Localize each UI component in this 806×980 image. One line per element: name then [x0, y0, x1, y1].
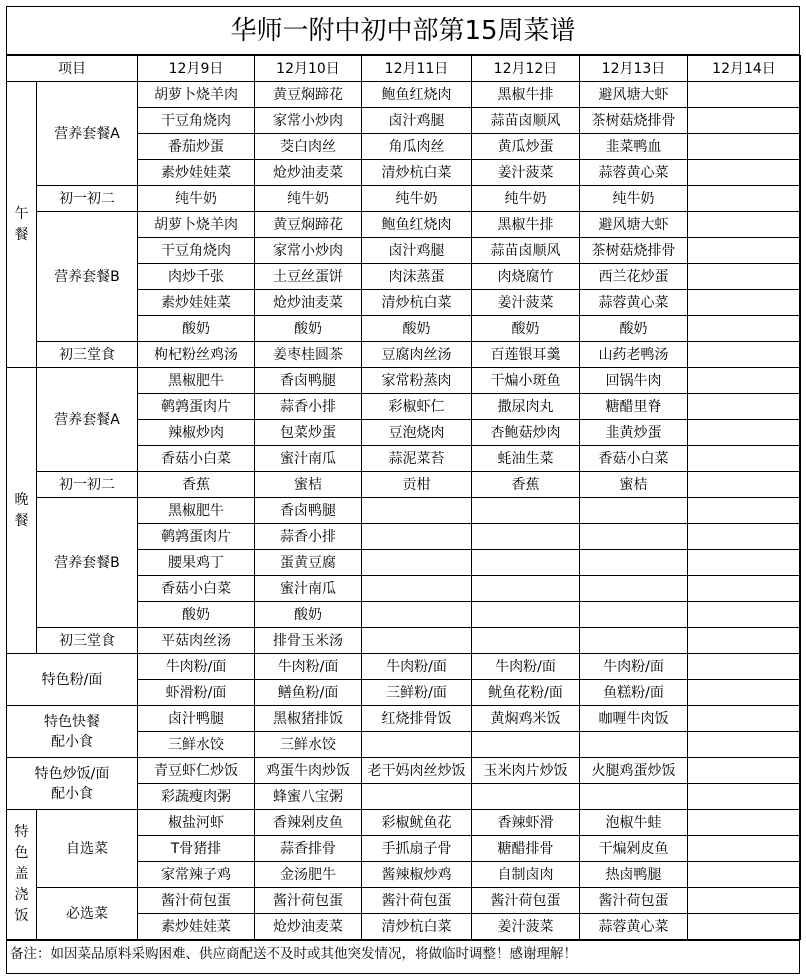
- group-label: 初一初二: [37, 472, 138, 498]
- empty-cell: [472, 498, 580, 524]
- date-header: 12月12日: [472, 56, 580, 82]
- dish-cell: 纯牛奶: [362, 186, 472, 212]
- dish-cell: 香辣剁皮鱼: [255, 810, 362, 836]
- menu-row: [7, 628, 801, 654]
- dish-cell: 三鲜水饺: [138, 732, 255, 758]
- empty-cell: [688, 160, 801, 186]
- group-label: 营养套餐A: [37, 82, 138, 186]
- dish-cell: 贡柑: [362, 472, 472, 498]
- dish-cell: 素炒娃娃菜: [138, 160, 255, 186]
- special-label: 特色快餐 配小食: [7, 706, 138, 758]
- meal-label: 午 餐: [7, 82, 37, 368]
- dish-cell: 蒜苗卤顺风: [472, 108, 580, 134]
- dish-cell: 黑椒牛排: [472, 82, 580, 108]
- dish-cell: 炝炒油麦菜: [255, 914, 362, 940]
- dish-cell: 蜂蜜八宝粥: [255, 784, 362, 810]
- empty-cell: [580, 550, 688, 576]
- dish-cell: 蚝油生菜: [472, 446, 580, 472]
- dish-cell: 平菇肉丝汤: [138, 628, 255, 654]
- header-row: [7, 56, 801, 82]
- empty-cell: [580, 732, 688, 758]
- dish-cell: 酸奶: [255, 316, 362, 342]
- dish-cell: 回锅牛肉: [580, 368, 688, 394]
- dish-cell: 姜枣桂圆茶: [255, 342, 362, 368]
- dish-cell: 茭白肉丝: [255, 134, 362, 160]
- dish-cell: 肉沫蒸蛋: [362, 264, 472, 290]
- group-label: 营养套餐B: [37, 498, 138, 628]
- dish-cell: 老干妈肉丝炒饭: [362, 758, 472, 784]
- dish-cell: 鹌鹑蛋肉片: [138, 524, 255, 550]
- group-label: 初三堂食: [37, 342, 138, 368]
- date-header: 12月11日: [362, 56, 472, 82]
- empty-cell: [472, 732, 580, 758]
- dish-cell: 豆腐肉丝汤: [362, 342, 472, 368]
- dish-cell: 辣椒炒肉: [138, 420, 255, 446]
- dish-cell: 番茄炒蛋: [138, 134, 255, 160]
- dish-cell: 金汤肥牛: [255, 862, 362, 888]
- special-row: [7, 654, 801, 680]
- dish-cell: 香辣虾滑: [472, 810, 580, 836]
- dish-cell: 杏鲍菇炒肉: [472, 420, 580, 446]
- empty-cell: [580, 524, 688, 550]
- empty-cell: [688, 706, 801, 732]
- header-item: 项目: [7, 56, 138, 82]
- dish-cell: 清炒杭白菜: [362, 160, 472, 186]
- empty-cell: [688, 394, 801, 420]
- dish-cell: 蒜香排骨: [255, 836, 362, 862]
- empty-cell: [362, 498, 472, 524]
- date-header: 12月13日: [580, 56, 688, 82]
- menu-row: [7, 472, 801, 498]
- dish-cell: 黑椒牛排: [472, 212, 580, 238]
- menu-row: [7, 212, 801, 238]
- rice-section-label: 特 色 盖 浇 饭: [7, 810, 37, 940]
- page-title: 华师一附中初中部第15周菜谱: [7, 7, 799, 55]
- dish-cell: 韭黄炒蛋: [580, 420, 688, 446]
- dish-cell: 茶树菇烧排骨: [580, 238, 688, 264]
- empty-cell: [688, 680, 801, 706]
- empty-cell: [362, 524, 472, 550]
- empty-cell: [362, 576, 472, 602]
- empty-cell: [362, 784, 472, 810]
- dish-cell: 蒜泥菜苔: [362, 446, 472, 472]
- dish-cell: 鳝鱼粉/面: [255, 680, 362, 706]
- empty-cell: [688, 290, 801, 316]
- dish-cell: 椒盐河虾: [138, 810, 255, 836]
- empty-cell: [688, 316, 801, 342]
- empty-cell: [688, 472, 801, 498]
- dish-cell: 三鲜水饺: [255, 732, 362, 758]
- dish-cell: 清炒杭白菜: [362, 914, 472, 940]
- dish-cell: 肉烧腐竹: [472, 264, 580, 290]
- dish-cell: 香菇小白菜: [138, 446, 255, 472]
- dish-cell: 香卤鸭腿: [255, 498, 362, 524]
- dish-cell: 糖醋排骨: [472, 836, 580, 862]
- dish-cell: 香菇小白菜: [580, 446, 688, 472]
- special-label: 特色炒饭/面 配小食: [7, 758, 138, 810]
- empty-cell: [688, 732, 801, 758]
- dish-cell: 姜汁菠菜: [472, 160, 580, 186]
- dish-cell: 虾滑粉/面: [138, 680, 255, 706]
- empty-cell: [688, 134, 801, 160]
- dish-cell: 家常辣子鸡: [138, 862, 255, 888]
- empty-cell: [688, 186, 801, 212]
- dish-cell: 枸杞粉丝鸡汤: [138, 342, 255, 368]
- empty-cell: [688, 628, 801, 654]
- dish-cell: 鸡蛋牛肉炒饭: [255, 758, 362, 784]
- empty-cell: [688, 238, 801, 264]
- empty-cell: [688, 212, 801, 238]
- dish-cell: 自制卤肉: [472, 862, 580, 888]
- dish-cell: 蜜汁南瓜: [255, 576, 362, 602]
- dish-cell: 素炒娃娃菜: [138, 290, 255, 316]
- dish-cell: 酸奶: [138, 602, 255, 628]
- empty-cell: [472, 524, 580, 550]
- empty-cell: [688, 82, 801, 108]
- empty-cell: [362, 550, 472, 576]
- dish-cell: 韭菜鸭血: [580, 134, 688, 160]
- dish-cell: 山药老鸭汤: [580, 342, 688, 368]
- dish-cell: 三鲜粉/面: [362, 680, 472, 706]
- dish-cell: 香蕉: [472, 472, 580, 498]
- dish-cell: 清炒杭白菜: [362, 290, 472, 316]
- empty-cell: [688, 498, 801, 524]
- empty-cell: [688, 368, 801, 394]
- dish-cell: 黑椒猪排饭: [255, 706, 362, 732]
- empty-cell: [472, 602, 580, 628]
- special-row: [7, 706, 801, 732]
- dish-cell: 胡萝卜烧羊肉: [138, 212, 255, 238]
- empty-cell: [580, 576, 688, 602]
- dish-cell: 蒜蓉黄心菜: [580, 290, 688, 316]
- dish-cell: 玉米肉片炒饭: [472, 758, 580, 784]
- dish-cell: 彩椒虾仁: [362, 394, 472, 420]
- dish-cell: 酱汁荷包蛋: [580, 888, 688, 914]
- empty-cell: [472, 784, 580, 810]
- empty-cell: [472, 576, 580, 602]
- rice-row: [7, 888, 801, 914]
- date-header: 12月10日: [255, 56, 362, 82]
- empty-cell: [688, 602, 801, 628]
- dish-cell: 蒜蓉黄心菜: [580, 160, 688, 186]
- dish-cell: 土豆丝蛋饼: [255, 264, 362, 290]
- dish-cell: 纯牛奶: [255, 186, 362, 212]
- dish-cell: 糖醋里脊: [580, 394, 688, 420]
- dish-cell: 牛肉粉/面: [362, 654, 472, 680]
- dish-cell: 酱汁荷包蛋: [472, 888, 580, 914]
- dish-cell: 角瓜肉丝: [362, 134, 472, 160]
- dish-cell: 酱汁荷包蛋: [138, 888, 255, 914]
- date-header: 12月14日: [688, 56, 801, 82]
- empty-cell: [688, 576, 801, 602]
- group-label: 初三堂食: [37, 628, 138, 654]
- dish-cell: 鲍鱼红烧肉: [362, 212, 472, 238]
- empty-cell: [580, 784, 688, 810]
- dish-cell: 黄瓜炒蛋: [472, 134, 580, 160]
- dish-cell: 香卤鸭腿: [255, 368, 362, 394]
- dish-cell: 牛肉粉/面: [138, 654, 255, 680]
- dish-cell: 干煸小斑鱼: [472, 368, 580, 394]
- menu-row: [7, 82, 801, 108]
- empty-cell: [580, 602, 688, 628]
- dish-cell: 酸奶: [580, 316, 688, 342]
- dish-cell: 蒜香小排: [255, 524, 362, 550]
- dish-cell: 咖喱牛肉饭: [580, 706, 688, 732]
- dish-cell: 鱿鱼花粉/面: [472, 680, 580, 706]
- dish-cell: 素炒娃娃菜: [138, 914, 255, 940]
- dish-cell: 茶树菇烧排骨: [580, 108, 688, 134]
- dish-cell: 黄焖鸡米饭: [472, 706, 580, 732]
- dish-cell: T骨猪排: [138, 836, 255, 862]
- dish-cell: 姜汁菠菜: [472, 914, 580, 940]
- dish-cell: 干豆角烧肉: [138, 238, 255, 264]
- dish-cell: 蛋黄豆腐: [255, 550, 362, 576]
- menu-row: [7, 342, 801, 368]
- empty-cell: [362, 628, 472, 654]
- empty-cell: [688, 758, 801, 784]
- empty-cell: [688, 836, 801, 862]
- footnote: 备注：如因菜品原料采购困难、供应商配送不及时或其他突发情况，将做临时调整！感谢理解！: [7, 940, 799, 967]
- empty-cell: [362, 732, 472, 758]
- dish-cell: 牛肉粉/面: [472, 654, 580, 680]
- empty-cell: [688, 914, 801, 940]
- empty-cell: [688, 342, 801, 368]
- dish-cell: 卤汁鸭腿: [138, 706, 255, 732]
- dish-cell: 卤汁鸡腿: [362, 108, 472, 134]
- dish-cell: 火腿鸡蛋炒饭: [580, 758, 688, 784]
- empty-cell: [688, 446, 801, 472]
- empty-cell: [688, 888, 801, 914]
- dish-cell: 肉炒千张: [138, 264, 255, 290]
- empty-cell: [688, 862, 801, 888]
- empty-cell: [580, 498, 688, 524]
- dish-cell: 手抓扇子骨: [362, 836, 472, 862]
- empty-cell: [362, 602, 472, 628]
- special-label: 特色粉/面: [7, 654, 138, 706]
- dish-cell: 百莲银耳羹: [472, 342, 580, 368]
- meal-label: 晚 餐: [7, 368, 37, 654]
- dish-cell: 炝炒油麦菜: [255, 290, 362, 316]
- dish-cell: 炝炒油麦菜: [255, 160, 362, 186]
- empty-cell: [688, 524, 801, 550]
- menu-row: [7, 186, 801, 212]
- dish-cell: 干煸剁皮鱼: [580, 836, 688, 862]
- dish-cell: 黄豆焖蹄花: [255, 212, 362, 238]
- dish-cell: 鲍鱼红烧肉: [362, 82, 472, 108]
- menu-row: [7, 498, 801, 524]
- dish-cell: 家常粉蒸肉: [362, 368, 472, 394]
- empty-cell: [472, 550, 580, 576]
- dish-cell: 避风塘大虾: [580, 212, 688, 238]
- dish-cell: 酸奶: [472, 316, 580, 342]
- dish-cell: 青豆虾仁炒饭: [138, 758, 255, 784]
- group-label: 营养套餐B: [37, 212, 138, 342]
- dish-cell: 酸奶: [362, 316, 472, 342]
- dish-cell: 酸奶: [138, 316, 255, 342]
- dish-cell: 香菇小白菜: [138, 576, 255, 602]
- dish-cell: 酱辣椒炒鸡: [362, 862, 472, 888]
- dish-cell: 蜜汁南瓜: [255, 446, 362, 472]
- dish-cell: 鹌鹑蛋肉片: [138, 394, 255, 420]
- empty-cell: [688, 264, 801, 290]
- menu-sheet: [6, 6, 800, 974]
- empty-cell: [688, 420, 801, 446]
- menu-row: [7, 368, 801, 394]
- dish-cell: 热卤鸭腿: [580, 862, 688, 888]
- dish-cell: 蒜蓉黄心菜: [580, 914, 688, 940]
- dish-cell: 红烧排骨饭: [362, 706, 472, 732]
- rice-row: [7, 810, 801, 836]
- dish-cell: 蒜香小排: [255, 394, 362, 420]
- empty-cell: [688, 550, 801, 576]
- date-header: 12月9日: [138, 56, 255, 82]
- empty-cell: [688, 108, 801, 134]
- dish-cell: 家常小炒肉: [255, 108, 362, 134]
- dish-cell: 蜜桔: [255, 472, 362, 498]
- dish-cell: 彩椒鱿鱼花: [362, 810, 472, 836]
- dish-cell: 泡椒牛蛙: [580, 810, 688, 836]
- dish-cell: 撒尿肉丸: [472, 394, 580, 420]
- dish-cell: 牛肉粉/面: [580, 654, 688, 680]
- group-label: 自选菜: [37, 810, 138, 888]
- dish-cell: 纯牛奶: [138, 186, 255, 212]
- group-label: 营养套餐A: [37, 368, 138, 472]
- dish-cell: 黑椒肥牛: [138, 368, 255, 394]
- menu-table: [6, 55, 801, 940]
- empty-cell: [580, 628, 688, 654]
- dish-cell: 纯牛奶: [580, 186, 688, 212]
- group-label: 初一初二: [37, 186, 138, 212]
- dish-cell: 家常小炒肉: [255, 238, 362, 264]
- dish-cell: 香蕉: [138, 472, 255, 498]
- dish-cell: 牛肉粉/面: [255, 654, 362, 680]
- dish-cell: 避风塘大虾: [580, 82, 688, 108]
- dish-cell: 酸奶: [255, 602, 362, 628]
- dish-cell: 干豆角烧肉: [138, 108, 255, 134]
- group-label: 必选菜: [37, 888, 138, 940]
- dish-cell: 黄豆焖蹄花: [255, 82, 362, 108]
- dish-cell: 酱汁荷包蛋: [255, 888, 362, 914]
- empty-cell: [688, 654, 801, 680]
- dish-cell: 卤汁鸡腿: [362, 238, 472, 264]
- dish-cell: 包菜炒蛋: [255, 420, 362, 446]
- dish-cell: 姜汁菠菜: [472, 290, 580, 316]
- dish-cell: 酱汁荷包蛋: [362, 888, 472, 914]
- dish-cell: 西兰花炒蛋: [580, 264, 688, 290]
- dish-cell: 排骨玉米汤: [255, 628, 362, 654]
- dish-cell: 腰果鸡丁: [138, 550, 255, 576]
- dish-cell: 鱼糕粉/面: [580, 680, 688, 706]
- empty-cell: [472, 628, 580, 654]
- dish-cell: 蒜苗卤顺风: [472, 238, 580, 264]
- dish-cell: 纯牛奶: [472, 186, 580, 212]
- dish-cell: 蜜桔: [580, 472, 688, 498]
- empty-cell: [688, 784, 801, 810]
- dish-cell: 黑椒肥牛: [138, 498, 255, 524]
- special-row: [7, 758, 801, 784]
- dish-cell: 豆泡烧肉: [362, 420, 472, 446]
- dish-cell: 胡萝卜烧羊肉: [138, 82, 255, 108]
- empty-cell: [688, 810, 801, 836]
- dish-cell: 彩蔬瘦肉粥: [138, 784, 255, 810]
